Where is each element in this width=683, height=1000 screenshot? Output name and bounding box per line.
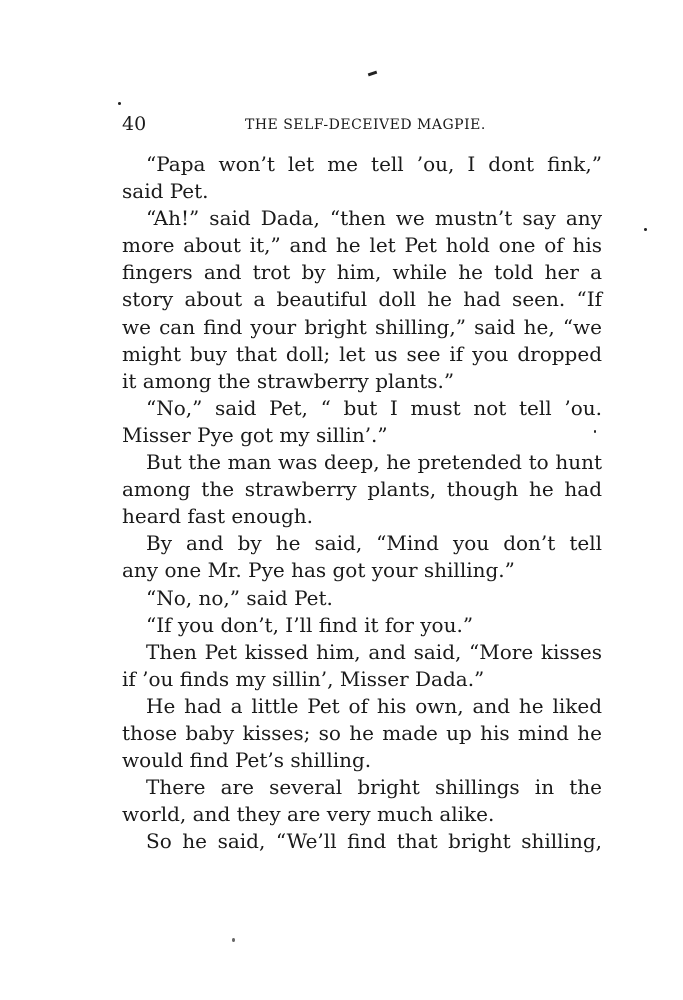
ink-mark [368,71,377,77]
text-line: we can find your bright shilling,” said he, “we [122,314,602,339]
ink-speck [644,228,647,231]
text-line: it among the strawberry plants.” [122,368,455,393]
text-line: But the man was deep, he pretended to hunt [146,450,602,475]
body-text [122,151,602,855]
text-line: if ’ou finds my sillin’, Misser Dada.” [122,666,485,691]
text-line: “If you don’t, I’ll find it for you.” [146,612,474,637]
text-line: Misser Pye got my sillin’.” [122,422,388,447]
text-line: He had a little Pet of his own, and he liked [146,693,602,718]
text-line: story about a beautiful doll he had seen. “If [122,287,602,312]
text-line: heard fast enough. [122,504,314,529]
text-line: Then Pet kissed him, and said, “More kisses [146,639,602,664]
text-line: “No,” said Pet, “ but I must not tell ’ou. [146,395,602,420]
text-line: would find Pet’s shilling. [122,748,372,773]
text-line: any one Mr. Pye has got your shilling.” [122,558,515,583]
text-line: “Ah!” said Dada, “then we mustn’t say any [146,206,602,231]
text-line: fingers and trot by him, while he told her a [122,260,602,285]
text-line: “No, no,” said Pet. [146,585,333,610]
page-header [122,112,602,136]
text-line: more about it,” and he let Pet hold one of his [122,233,602,258]
text-line: said Pet. [122,179,209,204]
text-line: So he said, “We’ll find that bright shilling, [146,829,602,854]
text-line: world, and they are very much alike. [122,802,495,827]
text-line: By and by he said, “Mind you don’t tell [146,531,602,556]
ink-speck [232,938,235,942]
text-line: might buy that doll; let us see if you dropped [122,341,602,366]
running-head: THE SELF-DECEIVED MAGPIE. [245,117,486,133]
text-line: those baby kisses; so he made up his mind he [122,720,602,745]
text-line: “Papa won’t let me tell ’ou, I dont fink,” [146,152,602,176]
page-number: 40 [122,113,147,135]
ink-speck [118,102,121,105]
text-line: among the strawberry plants, though he had [122,477,602,502]
text-line: There are several bright shillings in the [146,775,602,800]
